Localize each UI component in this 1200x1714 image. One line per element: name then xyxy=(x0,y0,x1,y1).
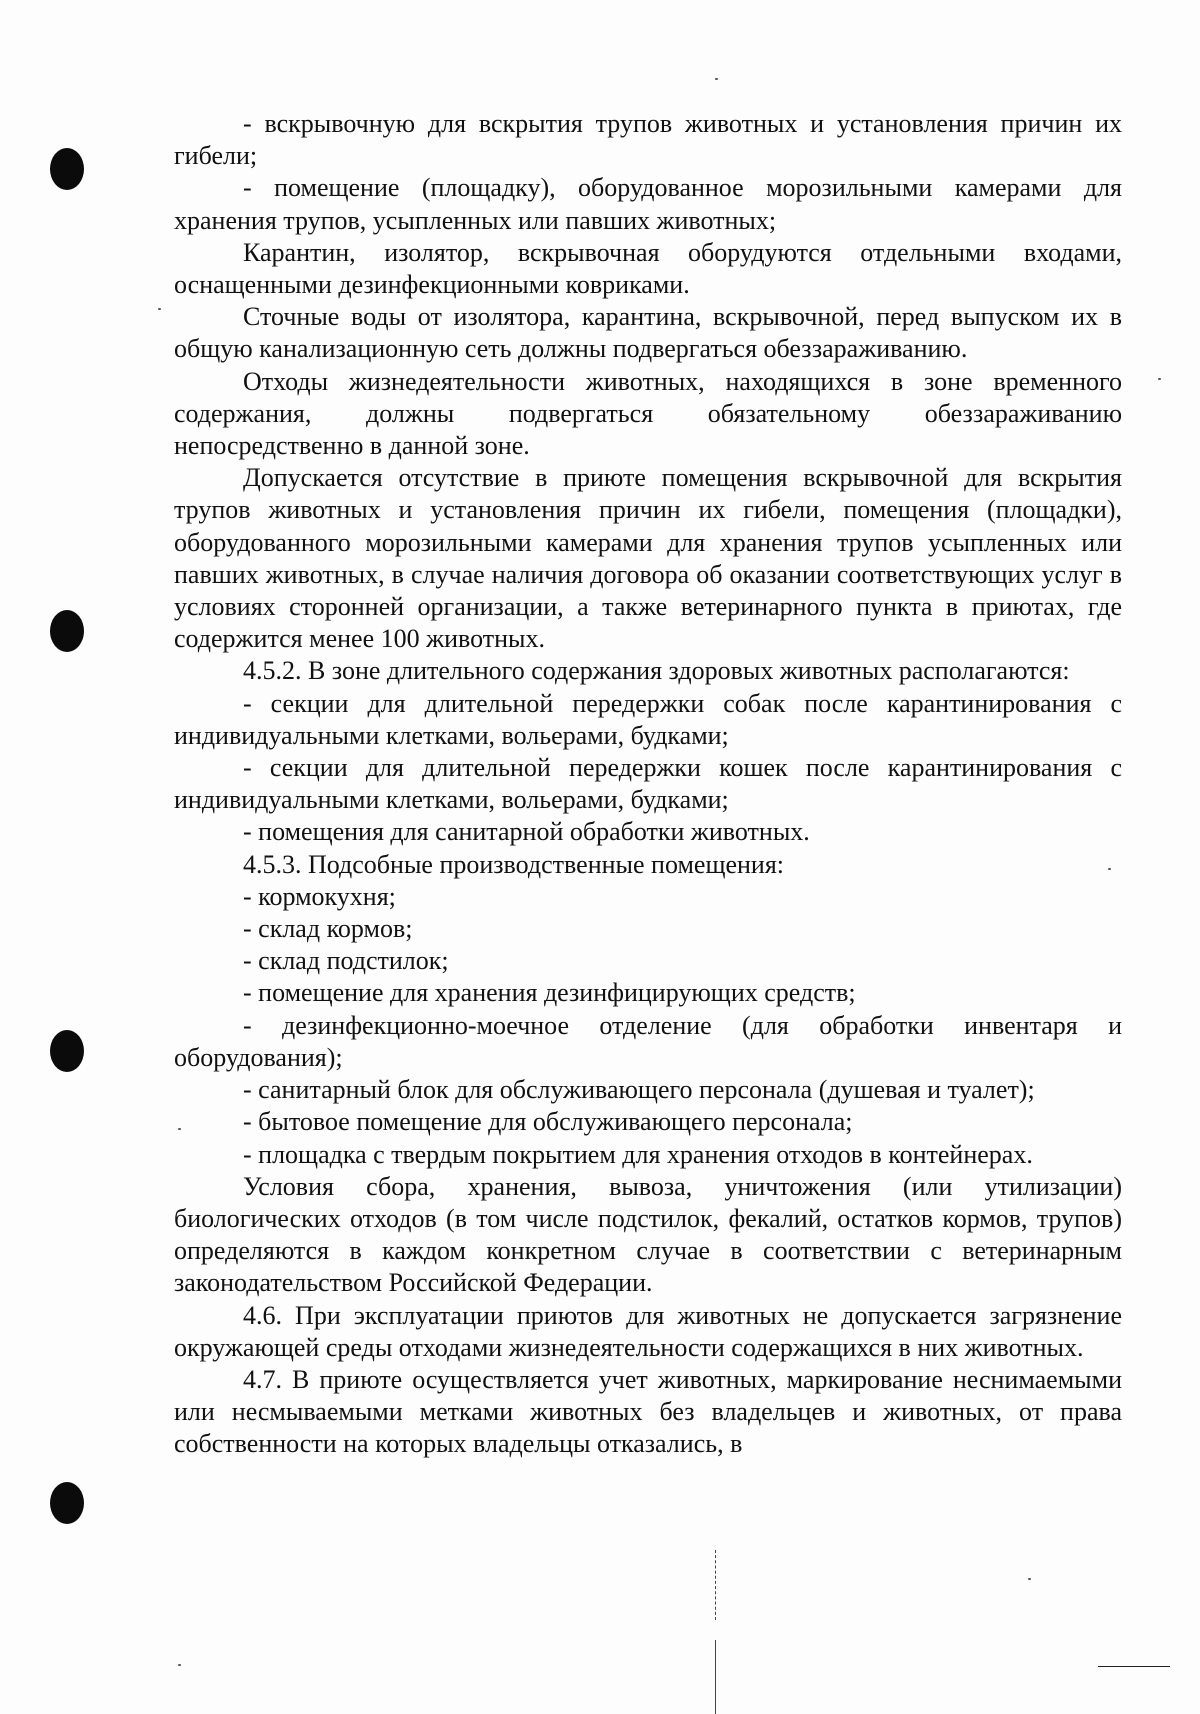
list-item: - склад кормов; xyxy=(243,914,413,944)
paragraph: - помещение (площадку), оборудованное морозильными камерами для хранения трупов, усыпленных или павших животных; xyxy=(174,173,1122,235)
paragraph: Условия сбора, хранения, вывоза, уничтожения (или утилизации) биологических отходов (в том числе подстилок, фекалий, остатков кормов, трупов) определяются в каждом конкретном случае в соответствии с ветеринарным законодательством Российской Федерации. xyxy=(174,1171,1122,1298)
punch-hole xyxy=(50,1482,84,1524)
punch-hole xyxy=(50,1030,84,1072)
scan-speck xyxy=(1158,378,1161,380)
list-item: - секции для длительной передержки собак после карантинирования с индивидуальными клетками, вольерами, будками; xyxy=(174,688,1122,750)
section-heading-4-5-3: 4.5.3. Подсобные производственные помещения: xyxy=(243,849,785,879)
scan-speck xyxy=(178,1664,181,1666)
list-item: - бытовое помещение для обслуживающего персонала; xyxy=(243,1107,853,1137)
list-item: - санитарный блок для обслуживающего персонала (душевая и туалет); xyxy=(243,1075,1035,1105)
scan-artifact-line xyxy=(715,1640,716,1714)
document-body xyxy=(174,108,1122,1461)
list-item: - площадка с твердым покрытием для хранения отходов в контейнерах. xyxy=(243,1139,1033,1169)
section-4-7: 4.7. В приюте осуществляется учет животных, маркирование неснимаемыми или несмываемыми метками животных без владельцев и животных, от права собственности на которых владельцы отказались, в xyxy=(174,1364,1122,1459)
list-item: - секции для длительной передержки кошек после карантинирования с индивидуальными клетками, вольерами, будками; xyxy=(174,753,1122,815)
scan-artifact-line xyxy=(715,1550,716,1620)
list-item: - помещения для санитарной обработки животных. xyxy=(243,817,810,847)
paragraph: Допускается отсутствие в приюте помещения вскрывочной для вскрытия трупов животных и установления причин их гибели, помещения (площадки), оборудованного морозильными камерами для хранения трупов усыпленных или павших животных, в случае наличия договора об оказании соответствующих услуг в условиях сторонней организации, а также ветеринарного пункта в приютах, где содержится менее 100 животных. xyxy=(174,463,1122,654)
section-4-6: 4.6. При эксплуатации приютов для животных не допускается загрязнение окружающей среды отходами жизнедеятельности содержащихся в них животных. xyxy=(174,1300,1122,1362)
list-item: - кормокухня; xyxy=(243,881,396,911)
scan-speck xyxy=(715,78,718,80)
list-item: - дезинфекционно-моечное отделение (для обработки инвентаря и оборудования); xyxy=(174,1010,1122,1072)
scan-speck xyxy=(158,308,161,310)
scan-artifact-line xyxy=(1098,1666,1170,1667)
paragraph: Сточные воды от изолятора, карантина, вскрывочной, перед выпуском их в общую канализационную сеть должны подвергаться обеззараживанию. xyxy=(174,302,1122,364)
punch-hole xyxy=(50,148,84,190)
paragraph: Отходы жизнедеятельности животных, находящихся в зоне временного содержания, должны подвергаться обязательному обеззараживанию непосредственно в данной зоне. xyxy=(174,366,1122,461)
scan-speck xyxy=(1108,868,1111,870)
section-heading-4-5-2: 4.5.2. В зоне длительного содержания здоровых животных располагаются: xyxy=(243,656,1070,686)
paragraph: - вскрывочную для вскрытия трупов животных и установления причин их гибели; xyxy=(174,109,1122,171)
scan-speck xyxy=(178,1128,181,1130)
list-item: - склад подстилок; xyxy=(243,946,449,976)
list-item: - помещение для хранения дезинфицирующих средств; xyxy=(243,978,856,1008)
punch-hole xyxy=(50,610,84,652)
scan-speck xyxy=(1028,1578,1031,1580)
paragraph: Карантин, изолятор, вскрывочная оборудуются отдельными входами, оснащенными дезинфекционными ковриками. xyxy=(174,237,1122,300)
